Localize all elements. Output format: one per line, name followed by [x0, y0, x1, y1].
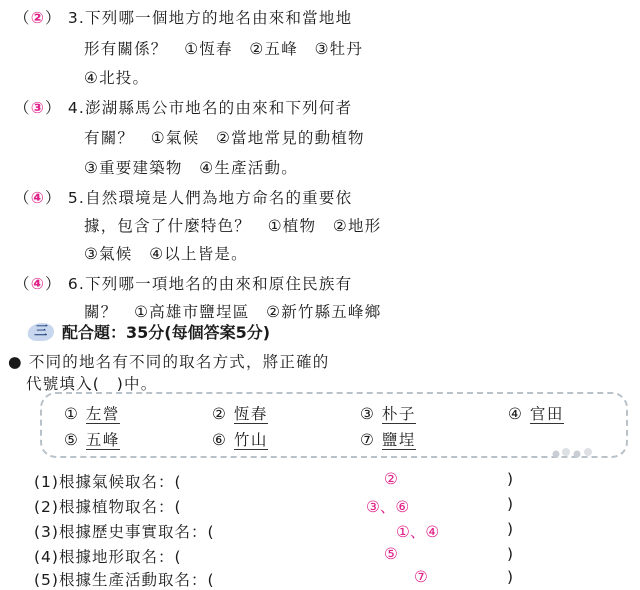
- question-6-line-1: [14, 272, 352, 294]
- answer-paren-open: （: [14, 189, 31, 207]
- match-row-1-close: ): [507, 470, 514, 488]
- instruction-text-1: 不同的地名有不同的取名方式，將正確的: [28, 353, 330, 371]
- match-row-5-label: (5)根據生產活動取名：(: [34, 571, 215, 589]
- question-3-text-1: 下列哪一個地方的地名由來和當地地: [85, 9, 353, 27]
- question-6-answer: ④: [30, 275, 46, 293]
- question-3-number: 3.: [67, 9, 86, 27]
- question-3-line-2: 形有關係？ ①恆春 ②五峰 ③牡丹: [84, 40, 364, 58]
- option-6-number: ⑥: [212, 431, 228, 449]
- match-row-3-label: (3)根據歷史事實取名：(: [34, 523, 215, 541]
- match-row-4-label: (4)根據地形取名：(: [34, 548, 182, 566]
- option-2: [212, 402, 268, 424]
- option-7: [360, 428, 416, 450]
- question-6-text-1: 下列哪一項地名的由來和原住民族有: [85, 275, 353, 293]
- question-3-line-1: [14, 6, 352, 28]
- option-4: [508, 402, 564, 424]
- option-3-text: 朴子: [381, 405, 416, 423]
- option-2-text: 恆春: [233, 405, 268, 423]
- section-title: 配合題：35分(每個答案5分): [62, 323, 271, 342]
- match-row-4-close: ): [507, 545, 514, 563]
- option-5-number: ⑤: [64, 431, 80, 449]
- section-header: [28, 320, 270, 343]
- question-5-line-2: 據，包含了什麼特色？ ①植物 ②地形: [84, 217, 382, 235]
- match-row-2-label: (2)根據植物取名：(: [34, 498, 182, 516]
- bullet-icon: ●: [8, 353, 23, 371]
- option-2-number: ②: [212, 405, 228, 423]
- match-row-2-answer: ③、⑥: [366, 498, 410, 516]
- question-3-answer: ②: [30, 9, 46, 27]
- option-1-number: ①: [64, 405, 80, 423]
- match-row-5-answer: ⑦: [414, 568, 428, 586]
- match-row-5-close: ): [507, 568, 514, 586]
- answer-paren-close: ）: [45, 99, 62, 117]
- question-6-line-2: 關？ ①高雄市鹽埕區 ②新竹縣五峰鄉: [84, 303, 382, 321]
- match-row-2-close: ): [507, 495, 514, 513]
- option-3-number: ③: [360, 405, 376, 423]
- option-5: [64, 428, 120, 450]
- question-5-line-3: ③氣候 ④以上皆是。: [84, 245, 248, 263]
- match-row-1-answer: ②: [384, 470, 398, 488]
- match-row-3-answer: ①、④: [396, 523, 440, 541]
- answer-paren-open: （: [14, 99, 31, 117]
- section-number-icon: 三: [27, 323, 56, 341]
- option-1-text: 左營: [85, 405, 120, 423]
- question-4-line-3: ③重要建築物 ④生產活動。: [84, 159, 298, 177]
- question-4-text-1: 澎湖縣馬公市地名的由來和下列何者: [85, 99, 353, 117]
- answer-paren-open: （: [14, 9, 31, 27]
- question-5-text-1: 自然環境是人們為地方命名的重要依: [85, 189, 353, 207]
- option-7-text: 鹽埕: [381, 431, 416, 449]
- question-3-line-3: ④北投。: [84, 69, 150, 87]
- option-6: [212, 428, 268, 450]
- option-7-number: ⑦: [360, 431, 376, 449]
- option-5-text: 五峰: [85, 431, 120, 449]
- match-row-3-close: ): [507, 520, 514, 538]
- option-1: [64, 402, 120, 424]
- instruction-line-2: 代號填入( )中。: [26, 375, 158, 393]
- question-4-line-2: 有關？ ①氣候 ②當地常見的動植物: [84, 129, 365, 147]
- instruction-line-1: [8, 350, 329, 372]
- question-6-number: 6.: [67, 275, 86, 293]
- match-row-1-label: (1)根據氣候取名：(: [34, 473, 182, 491]
- question-4-line-1: [14, 96, 352, 118]
- option-6-text: 竹山: [233, 431, 268, 449]
- question-5-answer: ④: [30, 189, 46, 207]
- answer-paren-close: ）: [45, 9, 62, 27]
- decoration-dots-icon: [550, 446, 598, 460]
- question-5-number: 5.: [67, 189, 86, 207]
- answer-paren-close: ）: [45, 275, 62, 293]
- option-4-text: 官田: [529, 405, 564, 423]
- question-5-line-1: [14, 186, 352, 208]
- question-4-number: 4.: [67, 99, 86, 117]
- option-3: [360, 402, 416, 424]
- answer-paren-open: （: [14, 275, 31, 293]
- option-4-number: ④: [508, 405, 524, 423]
- match-row-4-answer: ⑤: [384, 545, 398, 563]
- question-4-answer: ③: [30, 99, 46, 117]
- answer-paren-close: ）: [45, 189, 62, 207]
